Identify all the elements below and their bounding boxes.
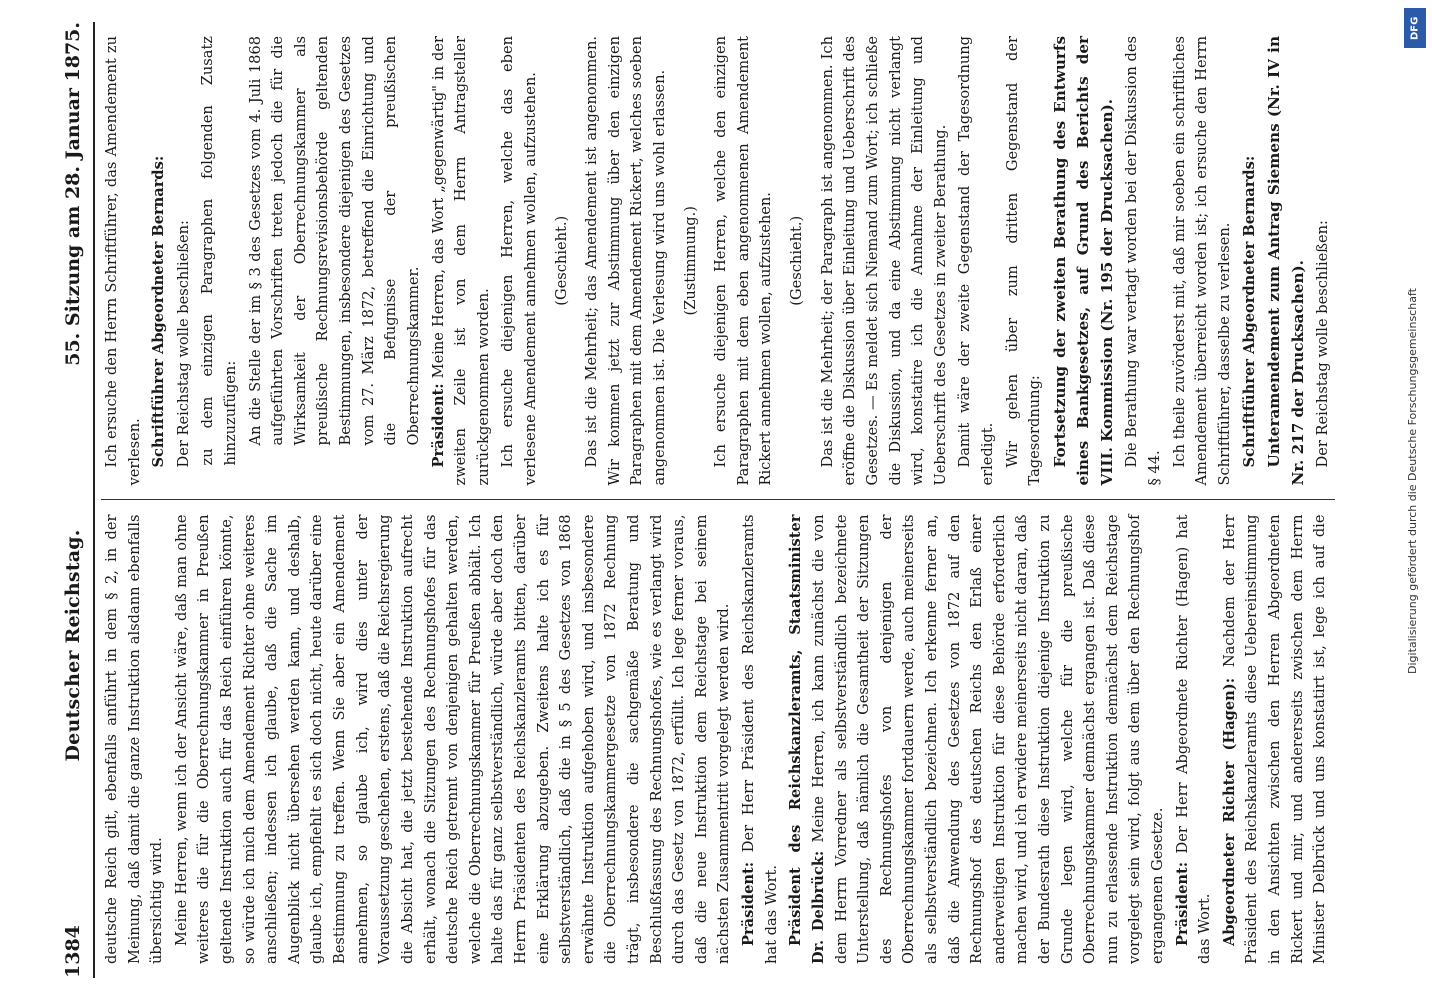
paragraph: Ich ersuche diejenigen Herren, welche das eben verlesene Amendement annehmen wollen, aufzustehen. bbox=[499, 36, 539, 486]
session-title: 55. Sitzung am 28. Januar 1875. bbox=[62, 22, 84, 366]
journal-title: Deutscher Reichstag. bbox=[62, 529, 84, 762]
paragraph: Ich theile zuvörderst mit, daß mir soeben ein schriftliches Amendement überreicht worden ist; ich ersuche den Herrn Schriftführer, dasselbe zu verlesen. bbox=[1170, 36, 1233, 486]
paragraph: Damit wäre der zweite Gegenstand der Tagesordnung erledigt. bbox=[956, 36, 996, 486]
speaker-label: Präsident: bbox=[740, 861, 758, 946]
speaker-label: Präsident: bbox=[1173, 861, 1191, 946]
stage-direction: (Zustimmung.) bbox=[681, 206, 699, 316]
paragraph: Meine Herren, wenn ich der Ansicht wäre, daß man ohne weiteres die für die Oberrechnungskammer in Preußen geltende Instruktion auch für das Reich einführen könnte, so würde ich mich dem Amendement Richter ohne weiteres anschließen; indessen ich glaube, daß die Sache im Augenblick nicht übersehen werden kann, und deshalb, glaube ich, empfiehlt es sich doch nicht, heute darüber eine Bestimmung zu treffen. Wenn Sie aber ein Amendement annehmen, so glaube ich, wird dies unter der Voraussetzung geschehen, erstens, daß die Reichsregierung die Absicht hat, die jetzt bestehende Instruktion aufrecht erhält, wonach die Sitzungen des Rechnungshofes für das deutsche Reich getrennt von denjenigen gehalten werden, welche die Oberrechnungskammer für Preußen abhält. Ich halte das für ganz selbstverständlich, würde aber doch den Herrn Präsidenten des Reichskanzleramts bitten, darüber eine Erklärung abzugeben. Zweitens halte ich es für selbstverständlich, daß die in § 5 des Gesetzes von 1868 erwähnte Instruktion aufgehoben wird, und insbesondere die Oberrechnungskammergesetze von 1872 Rechnung trägt, insbesondere die sachgemäße Beratung und Beschlußfassung des Rechnungshofes, wie es verlangt wird durch das Gesetz von 1872, erfüllt. Ich lege ferner voraus, daß die neue Instruktion dem Reichstage bei seinem nächsten Zusammentritt vorgelegt werden wird. bbox=[172, 514, 733, 964]
paragraph: zu dem einzigen Paragraphen folgenden Zusatz hinzuzufügen: bbox=[199, 36, 240, 466]
paragraph: Meine Herren, ich kann zunächst die von dem Herrn Vorredner als selbstverständlich bezeichnete Unterstellung, daß nämlich die Gesamtheit der Sitzungen des Rechnungshofes von denjenigen der Oberrechnungskammer fortdauern werde, auch meinerseits als selbstverständlich bezeichnen. Ich erkenne ferner an, daß die Anwendung des Gesetzes von 1872 auf den Rechnungshof des deutschen Reichs den Erlaß einer anderweitigen Instruktion für diese Behörde erforderlich machen wird, und ich erwidere meinerseits nicht daran, daß der Bundesrath diese Instruktion diejenige Instruktion zu Grunde legen wird, welche für die preußische Oberrechnungskammer demnächst ergangen ist. Daß diese nun zu erlassende Instruktion demnächst dem Reichstage vorgelegt sein wird, folgt aus dem über den Rechnungshof ergangenen Gesetze. bbox=[809, 514, 1167, 964]
header-rule bbox=[93, 22, 95, 978]
digitization-watermark bbox=[1404, 8, 1428, 998]
paragraph: Das ist die Mehrheit; das Amendement ist angenommen. Wir kommen jetzt zur Abstimmung über den einzigen Paragraphen mit dem Amendement Rickert, welches soeben angenommen ist. Die Verlesung wird uns wohl erlassen. bbox=[583, 36, 669, 486]
paragraph: Der Reichstag wolle beschließen: bbox=[174, 220, 192, 468]
document-page bbox=[53, 0, 1343, 1000]
page-header bbox=[55, 22, 91, 978]
speaker-label: Präsident: bbox=[429, 383, 447, 468]
agenda-heading: Fortsetzung der zweiten Berathung des Entwurfs eines Bankgesetzes, auf Grund des Berichts der VIII. Kommission (Nr. 195 der Drucksachen). bbox=[1050, 36, 1116, 486]
paragraph: Nachdem der Herr Präsident des Reichskanzleramts diese Uebereinstimmung in den Ansichten zwischen den Herren Abgeordneten Rickert und mir, und andererseits zwischen dem Herrn Minister Delbrück und uns konstatirt ist, lege ich auf die bbox=[1220, 514, 1329, 964]
speaker-label: Abgeordneter Richter (Hagen): bbox=[1220, 677, 1238, 946]
paragraph: deutsche Reich gilt, ebenfalls anführt in dem § 2, in der Meinung, daß damit die ganze Instruktion alsdann ebenfalls übersichtig wird. bbox=[103, 514, 166, 964]
stage-direction: (Geschieht.) bbox=[552, 215, 570, 306]
text-columns bbox=[101, 22, 1335, 978]
dfg-logo: DFG bbox=[1404, 8, 1426, 48]
paragraph: Die Berathung war vertagt worden bei der Diskussion des § 44. bbox=[1123, 36, 1164, 486]
paragraph: Ich ersuche den Herrn Schriftführer, das Amendement zu verlesen. bbox=[103, 36, 143, 486]
speaker-label: Schriftführer Abgeordneter Bernards: bbox=[1240, 155, 1258, 468]
speaker-label: Schriftführer Abgeordneter Bernards: bbox=[150, 155, 168, 468]
left-column bbox=[101, 500, 1335, 979]
paragraph: Der Herr Präsident des Reichskanzleramts hat das Wort. bbox=[740, 514, 780, 964]
page-number: 1384 bbox=[62, 925, 84, 978]
paragraph: Das ist die Mehrheit; der Paragraph ist angenommen. Ich eröffne die Diskussion über Einleitung und Ueberschrift des Gesetzes. — Es meldet sich Niemand zum Wort; ich schließe die Diskussion, und da eine Abstimmung nicht verlangt wird, konstatire ich die Annahme der Einleitung und Ueberschrift des Gesetzes in zweiter Berathung. bbox=[818, 36, 949, 486]
stage-direction: (Geschieht.) bbox=[788, 215, 806, 306]
paragraph: Der Reichstag wolle beschließen: bbox=[1314, 220, 1332, 468]
right-column bbox=[101, 22, 1335, 500]
speaker-label: Präsident des Reichskanzleramts, Staatsminister Dr. Delbrück: bbox=[787, 514, 827, 964]
paragraph: Wir gehen über zum dritten Gegenstand der Tagesordnung: bbox=[1003, 36, 1044, 486]
amendment-heading: Unteramendement zum Antrag Siemens (Nr. IV in Nr. 217 der Drucksachen). bbox=[1265, 36, 1307, 486]
paragraph: Der Herr Abgeordnete Richter (Hagen) hat das Wort. bbox=[1173, 514, 1214, 964]
watermark-text: Digitalisierung gefördert durch die Deutsche Forschungsgemeinschaft bbox=[1406, 288, 1419, 674]
quoted-amendment: An die Stelle der im § 3 des Gesetzes vom 4. Juli 1868 aufgeführten Vorschriften treten jedoch die für die Wirksamkeit der Oberrechnungskammer als preußische Rechnungsrevisionsbehörde geltenden Bestimmungen, insbesondere diejenigen des Gesetzes vom 27. März 1872, betreffend die Einrichtung und die Befugnisse der preußischen Oberrechnungskammer. bbox=[246, 36, 422, 446]
paragraph: Meine Herren, das Wort „gegenwärtig" in der zweiten Zeile ist von dem Herrn Antragsteller zurückgenommen worden. bbox=[429, 35, 492, 486]
paragraph: Ich ersuche diejenigen Herren, welche den einzigen Paragraphen mit dem eben angenommenen Amendement Rickert annehmen wollen, aufzustehen. bbox=[712, 36, 775, 486]
